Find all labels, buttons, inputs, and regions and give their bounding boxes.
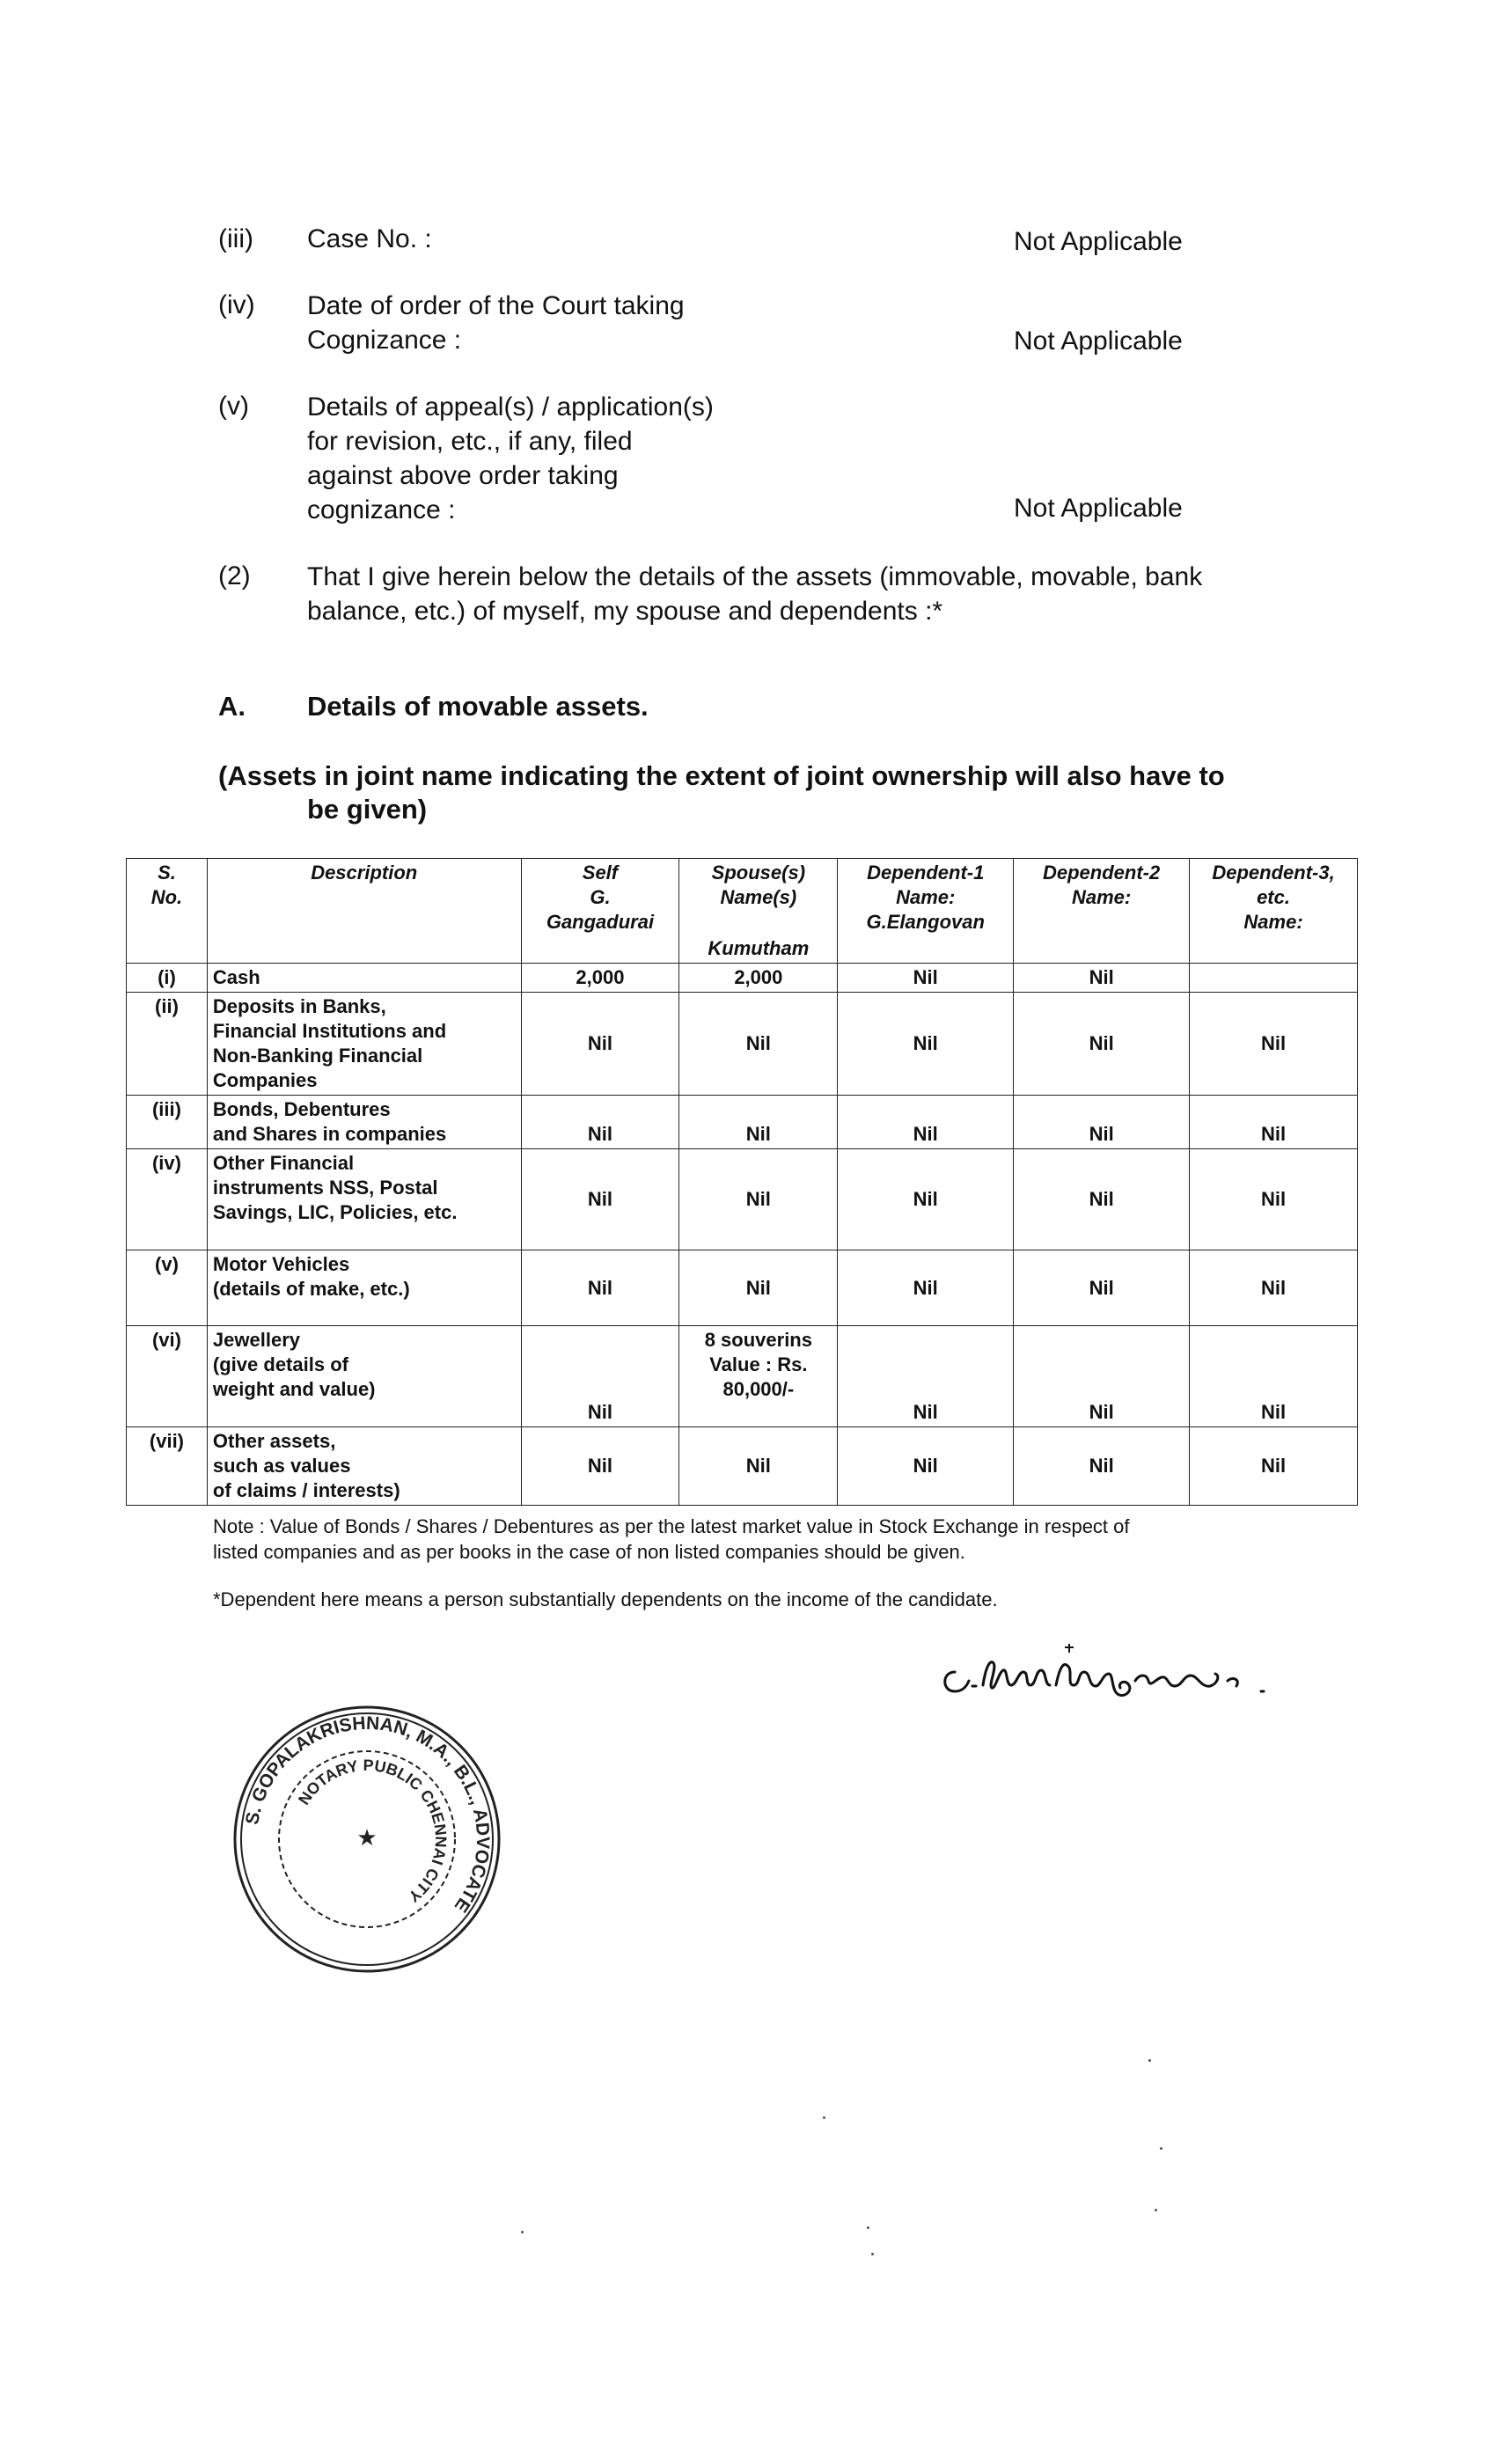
cell-self: Nil (521, 1096, 679, 1149)
cell-dependent-1: Nil (838, 1149, 1014, 1250)
cell-dependent-3: Nil (1190, 1250, 1358, 1326)
svg-text:S. GOPALAKRISHNAN, M.A., B.L., (242, 1713, 493, 1916)
cell-spouse (679, 1326, 838, 1427)
desc-line: Cash (212, 966, 260, 988)
cell-dependent-1: Nil (838, 964, 1014, 993)
item-text-line: Cognizance : (307, 326, 462, 355)
section-subtitle: be given) (307, 794, 428, 825)
table-row (127, 1149, 1358, 1250)
section-title: Details of movable assets. (307, 691, 649, 722)
row-description (207, 964, 521, 993)
desc-line: Motor Vehicles (212, 1253, 350, 1275)
header-dependent-2 (1014, 859, 1190, 964)
cell-spouse: Nil (679, 1427, 838, 1506)
cell-dependent-3: Nil (1190, 1149, 1358, 1250)
header-line: Name: (1243, 911, 1303, 933)
row-description (207, 1149, 521, 1250)
desc-line: of claims / interests) (212, 1479, 400, 1501)
header-line: Dependent-2 (1043, 862, 1161, 884)
item-text-line: Details of appeal(s) / application(s) (307, 392, 714, 422)
scan-speck (1160, 2147, 1162, 2150)
item-number: (iv) (218, 290, 255, 319)
desc-line: Companies (212, 1069, 318, 1091)
cell-spouse: Nil (679, 1149, 838, 1250)
section-letter: A. (218, 691, 246, 722)
row-description (207, 1326, 521, 1427)
row-description (207, 1250, 521, 1326)
cell-self: Nil (521, 1326, 679, 1427)
item-text-line: Case No. : (307, 224, 432, 253)
note-line: listed companies and as per books in the case of non listed companies should be given. (213, 1541, 965, 1563)
cell-dependent-2: Nil (1014, 1149, 1190, 1250)
item-text-line: Date of order of the Court taking (307, 291, 685, 320)
header-line: etc. (1257, 886, 1290, 908)
signature (937, 1637, 1307, 1707)
cell-self: Nil (521, 1149, 679, 1250)
header-line: Gangadurai (546, 911, 655, 933)
header-self (521, 859, 679, 964)
table-row (127, 964, 1358, 993)
cell-dependent-1: Nil (838, 993, 1014, 1096)
row-description (207, 993, 521, 1096)
item-number: (iii) (218, 224, 253, 253)
cell-dependent-3 (1190, 964, 1358, 993)
note-market-value (213, 1514, 1130, 1565)
desc-line: (details of make, etc.) (212, 1278, 410, 1300)
header-line: Name: (1072, 886, 1132, 908)
item-value: Not Applicable (1014, 227, 1183, 256)
desc-line: Financial Institutions and (212, 1020, 447, 1042)
cell-self: Nil (521, 993, 679, 1096)
item-text (307, 560, 1202, 628)
row-description (207, 1096, 521, 1149)
header-line: Name(s) (720, 886, 797, 908)
desc-line: such as values (212, 1455, 351, 1477)
table-row (127, 1096, 1358, 1149)
header-line: Name: (896, 886, 956, 908)
header-spouse (679, 859, 838, 964)
item-text-line: cognizance : (307, 495, 456, 524)
value-line: Value : Rs. (709, 1353, 808, 1375)
scan-speck (1148, 2059, 1151, 2062)
cell-dependent-1: Nil (838, 1096, 1014, 1149)
item-text (307, 222, 432, 256)
header-line: Dependent-1 (867, 862, 985, 884)
item-number: (v) (218, 392, 249, 421)
cell-dependent-3: Nil (1190, 1427, 1358, 1506)
row-sno: (iv) (127, 1149, 208, 1250)
table-row (127, 1250, 1358, 1326)
scan-speck (521, 2231, 524, 2233)
stamp-outer-text: S. GOPALAKRISHNAN, M.A., B.L., ADVOCATE (242, 1712, 494, 1917)
cell-dependent-1: Nil (838, 1250, 1014, 1326)
desc-line: Savings, LIC, Policies, etc. (212, 1201, 458, 1223)
header-line: Description (311, 862, 418, 884)
header-line: Kumutham (708, 937, 810, 959)
row-sno: (vi) (127, 1326, 208, 1427)
cell-self: Nil (521, 1427, 679, 1506)
item-text (307, 390, 714, 527)
desc-line: weight and value) (212, 1378, 376, 1400)
desc-line: Bonds, Debentures (212, 1098, 391, 1120)
table-header-row (127, 859, 1358, 964)
desc-line: Jewellery (212, 1329, 300, 1351)
header-line: G.Elangovan (866, 911, 985, 933)
note-dependent: *Dependent here means a person substantially dependents on the income of the candidate. (213, 1588, 998, 1610)
scan-speck (1155, 2209, 1157, 2211)
table-row (127, 993, 1358, 1096)
note-line: Note : Value of Bonds / Shares / Debentures as per the latest market value in Stock Exchange in respect of (213, 1515, 1130, 1537)
cell-spouse: 2,000 (679, 964, 838, 993)
cell-dependent-1: Nil (838, 1326, 1014, 1427)
header-line: No. (150, 886, 183, 908)
cell-spouse: Nil (679, 1096, 838, 1149)
desc-line: and Shares in companies (212, 1123, 447, 1145)
item-text-line: against above order taking (307, 461, 619, 490)
desc-line: Deposits in Banks, (212, 995, 386, 1017)
scan-speck (871, 2253, 874, 2255)
header-line: Spouse(s) (711, 862, 806, 884)
value-line: 80,000/- (722, 1378, 795, 1400)
cell-spouse: Nil (679, 1250, 838, 1326)
cell-spouse: Nil (679, 993, 838, 1096)
notary-stamp (231, 1703, 503, 1976)
value-line: 8 souverins (704, 1329, 812, 1351)
desc-line: Non-Banking Financial (212, 1045, 423, 1067)
item-text-line: balance, etc.) of myself, my spouse and dependents :* (307, 597, 943, 626)
cell-dependent-2: Nil (1014, 993, 1190, 1096)
cell-dependent-1: Nil (838, 1427, 1014, 1506)
item-text (307, 289, 685, 357)
row-sno: (vii) (127, 1427, 208, 1506)
desc-line: (give details of (212, 1353, 348, 1375)
cell-dependent-2: Nil (1014, 1250, 1190, 1326)
desc-line: instruments NSS, Postal (212, 1177, 438, 1199)
row-sno: (v) (127, 1250, 208, 1326)
cell-dependent-2: Nil (1014, 1326, 1190, 1427)
header-dependent-1 (838, 859, 1014, 964)
cell-dependent-2: Nil (1014, 1096, 1190, 1149)
row-sno: (iii) (127, 1096, 208, 1149)
cell-dependent-3: Nil (1190, 1096, 1358, 1149)
cell-dependent-3: Nil (1190, 993, 1358, 1096)
section-subtitle: (Assets in joint name indicating the extent of joint ownership will also have to (218, 760, 1225, 791)
table-row (127, 1427, 1358, 1506)
cell-self: Nil (521, 1250, 679, 1326)
scan-speck (867, 2226, 869, 2229)
item-text-line: That I give herein below the details of the assets (immovable, movable, bank (307, 562, 1203, 591)
item-text-line: for revision, etc., if any, filed (307, 427, 633, 456)
row-sno: (ii) (127, 993, 208, 1096)
cell-dependent-3: Nil (1190, 1326, 1358, 1427)
star-icon: ★ (356, 1824, 378, 1851)
cell-self: 2,000 (521, 964, 679, 993)
item-value: Not Applicable (1014, 326, 1183, 356)
header-line: Self (582, 862, 619, 884)
cell-dependent-2: Nil (1014, 964, 1190, 993)
row-description (207, 1427, 521, 1506)
item-value: Not Applicable (1014, 494, 1183, 523)
row-sno: (i) (127, 964, 208, 993)
cell-dependent-2: Nil (1014, 1427, 1190, 1506)
header-line: S. (158, 862, 176, 884)
header-line: G. (590, 886, 611, 908)
header-description (207, 859, 521, 964)
stamp-inner-text: NOTARY PUBLIC CHENNAI CITY (295, 1756, 451, 1906)
scan-speck (823, 2116, 825, 2119)
table-row (127, 1326, 1358, 1427)
header-sno (127, 859, 208, 964)
item-number: (2) (218, 561, 251, 590)
movable-assets-table (126, 858, 1358, 1506)
header-dependent-3 (1190, 859, 1358, 964)
desc-line: Other Financial (212, 1152, 355, 1174)
desc-line: Other assets, (212, 1430, 336, 1452)
header-line: Dependent-3, (1212, 862, 1335, 884)
